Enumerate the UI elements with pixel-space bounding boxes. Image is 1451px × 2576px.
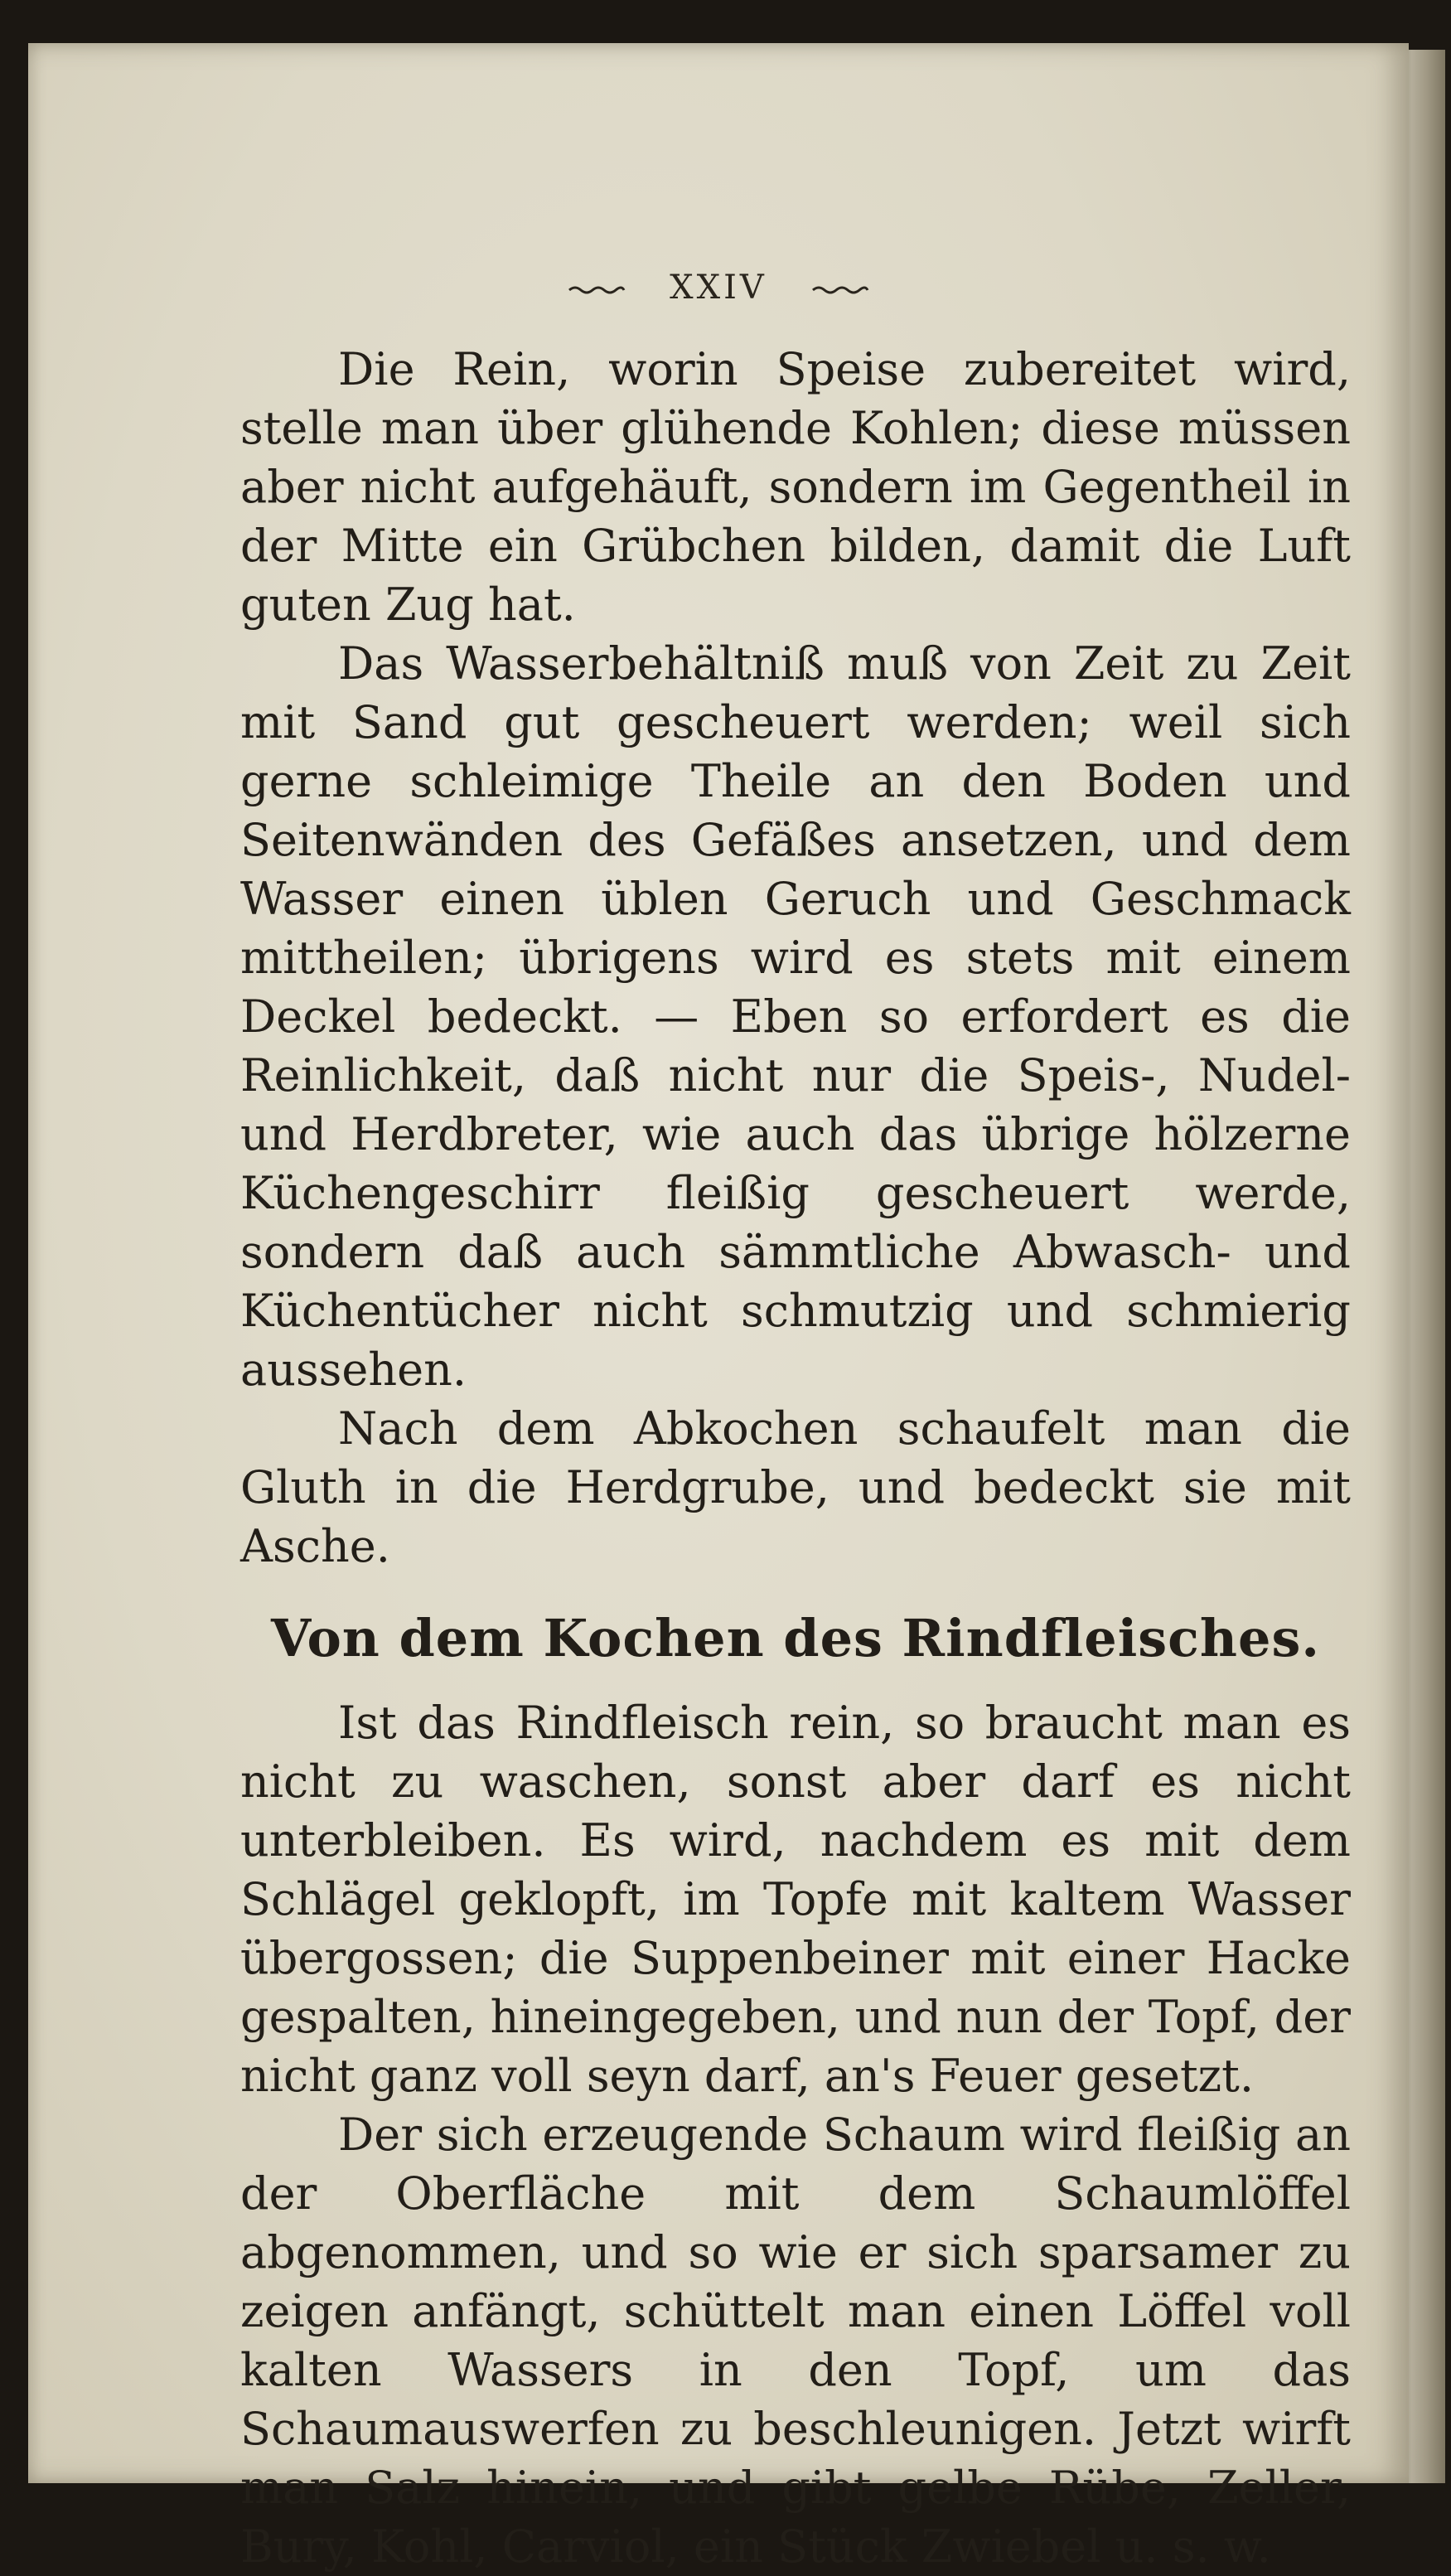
book-page <box>28 43 1409 2573</box>
paragraph: Der sich erzeugende Schaum wird fleißig an der Oberfläche mit dem Schaumlöffel abgenommen, und so wie er sich sparsamer zu zeigen anfängt, schüttelt man einen Löffel voll kalten Wassers in den Topf, um das Schaumauswerfen zu beschleunigen. Jetzt wirft man Salz hinein, und gibt gelbe Rübe, Zeller, Bury, Kohl, Carviol, ein Stück Zwiebel u. s. w. <box>240 2109 1351 2573</box>
right-ornament-icon <box>811 285 869 295</box>
left-ornament-icon <box>568 285 626 295</box>
paragraph: Die Rein, worin Speise zubereitet wird, stelle man über glühende Kohlen; diese müssen aber nicht aufgehäuft, sondern im Gegentheil in der Mitte ein Grübchen bilden, damit die Luft guten Zug hat. <box>240 343 1351 631</box>
page-header <box>28 269 1409 307</box>
page-number: XXIV <box>670 269 767 307</box>
paragraph: Nach dem Abkochen schaufelt man die Gluth in die Herdgrube, und bedeckt sie mit Asche. <box>240 1402 1351 1572</box>
paragraph: Das Wasserbehältniß muß von Zeit zu Zeit mit Sand gut gescheuert werden; weil sich gerne schleimige Theile an den Boden und Seitenwänden des Gefäßes ansetzen, und dem Wasser einen üblen Geruch und Geschmack mittheilen; übrigens wird es stets mit einem Deckel bedeckt. — Eben so erfordert es die Reinlichkeit, daß nicht nur die Speis-, Nudel- und Herdbreter, wie auch das übrige hölzerne Küchengeschirr fleißig gescheuert werde, sondern daß auch sämmtliche Abwasch- und Küchentücher nicht schmutzig und schmierig aussehen. <box>240 637 1351 1396</box>
paragraph: Ist das Rindfleisch rein, so braucht man es nicht zu waschen, sonst aber darf es nicht unterbleiben. Es wird, nachdem es mit dem Schlägel geklopft, im Topfe mit kaltem Wasser übergossen; die Suppenbeiner mit einer Hacke gespalten, hineingegeben, und nun der Topf, der nicht ganz voll seyn darf, an's Feuer gesetzt. <box>240 1697 1351 2102</box>
section-heading: Von dem Kochen des Rindfleisches. <box>271 1608 1320 1668</box>
page-body <box>240 340 1351 2576</box>
